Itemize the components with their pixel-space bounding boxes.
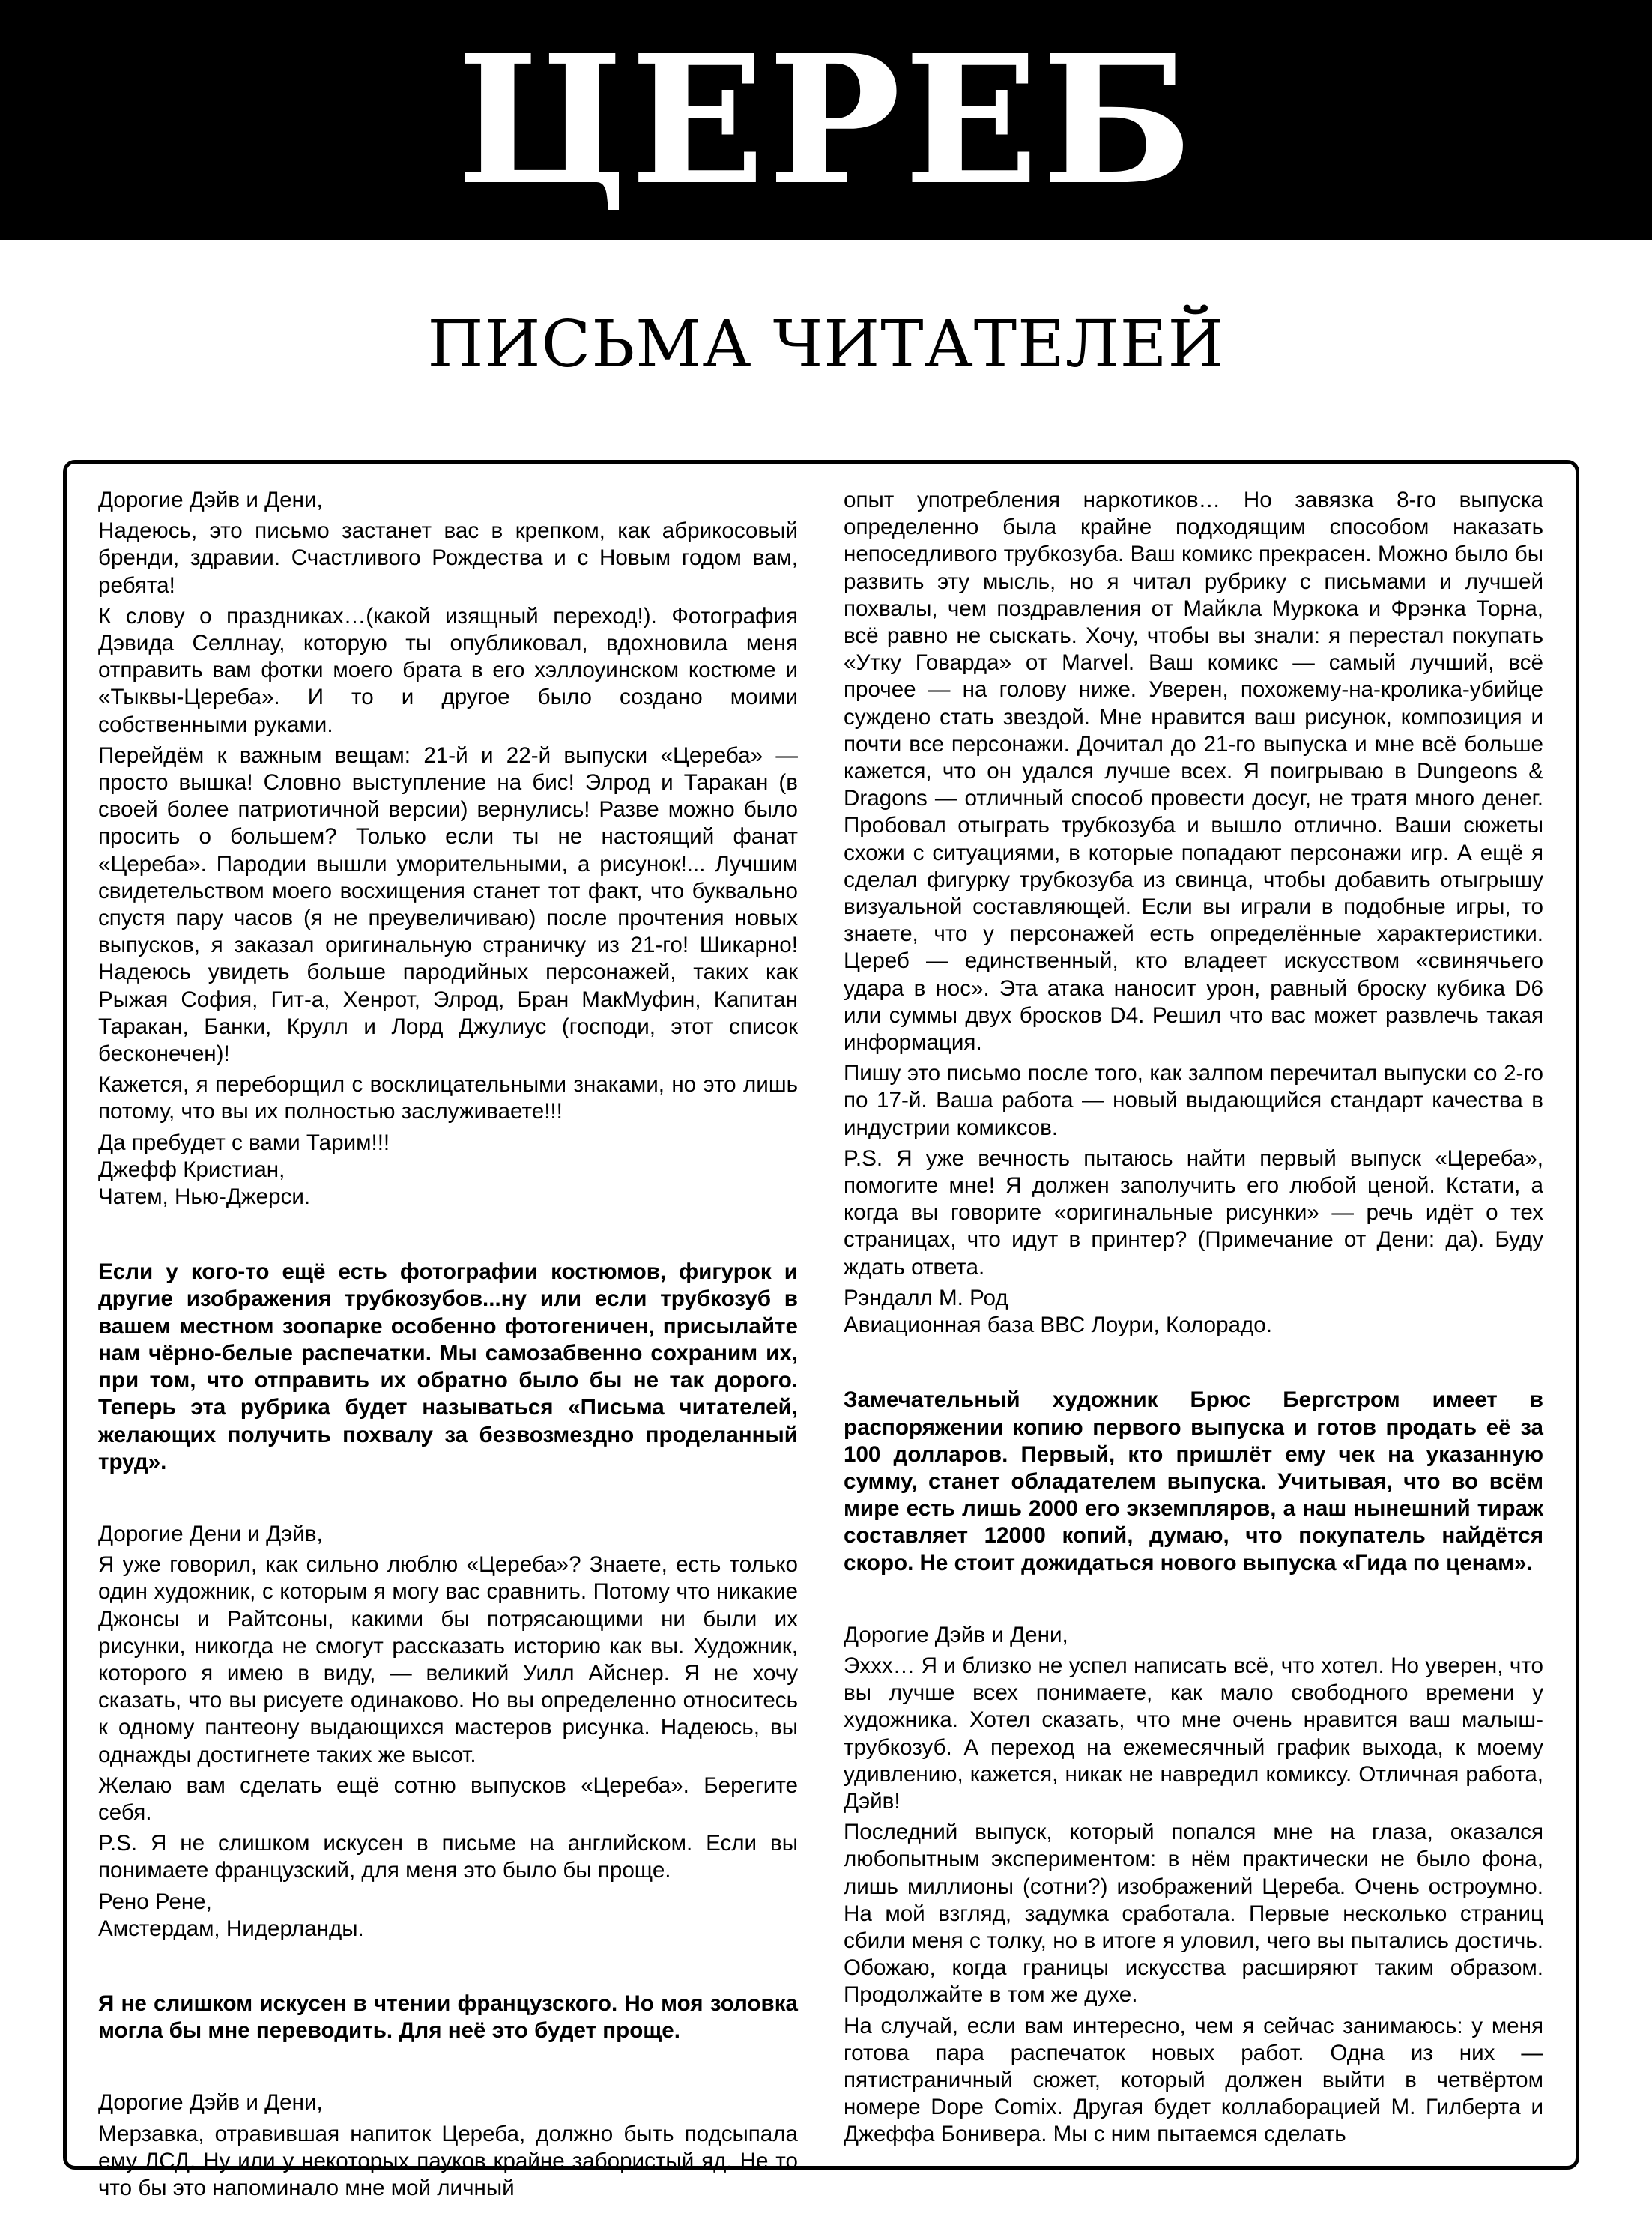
letter-paragraph: К слову о праздниках…(какой изящный переход!). Фотография Дэвида Селлнау, которую ты опубликовал, вдохновила меня отправить вам фотки моего брата в его хэллоуинском костюме и «Тыквы-Цереба». И то и другое было создано моими собственными руками. — [98, 603, 798, 737]
letter-greeting: Дорогие Дэйв и Дени, — [98, 488, 323, 512]
letter-paragraph: Кажется, я переборщил с восклицательными знаками, но это лишь потому, что вы их полностью заслуживаете!!! — [98, 1072, 798, 1124]
letter-paragraph: На случай, если вам интересно, чем я сейчас занимаюсь: у меня готова пара распечаток новых работ. Одна из них — пятистраничный сюжет, который должен выйти в четвёртом номере Dope Comix. Другая будет коллаборацией М. Гилберта и Джеффа Бонивера. Мы с ним пытаемся сделать — [844, 2013, 1543, 2147]
letter-paragraph: Надеюсь, это письмо застанет вас в крепком, как абрикосовый бренди, здравии. Счастливого Рождества и с Новым годом вам, ребята! — [98, 518, 798, 598]
letter-paragraph: P.S. Я уже вечность пытаюсь найти первый выпуск «Цереба», помогите мне! Я должен заполучить его любой ценой. Кстати, а когда вы говорите «оригинальные рисунки» — речь идёт о тех страницах, что идут в принтер? (Примечание от Дени: да). Буду ждать ответа. — [844, 1145, 1543, 1280]
letter-signature: Джефф Кристиан, — [98, 1157, 285, 1182]
letter-paragraph: Желаю вам сделать ещё сотню выпусков «Цереба». Берегите себя. — [98, 1773, 798, 1825]
letter-paragraph: опыт употребления наркотиков… Но завязка 8-го выпуска определенно была крайне подходящим способом наказать непоседливого трубкозуба. Ваш комикс прекрасен. Можно было бы развить эту мысль, но я читал рубрику с письмами и лучшей похвалы, чем поздравления от Майкла Муркока и Фрэнка Торна, всё равно не сыскать. Хочу, чтобы вы знали: я перестал покупать «Утку Говарда» от Marvel. Ваш комикс — самый лучший, всё прочее — на голову ниже. Уверен, похожему-на-кролика-убийце суждено стать звездой. Мне нравится ваш рисунок, композиция и почти все персонажи. Дочитал до 21-го выпуска и мне всё больше кажется, что он удался лучше всех. Я поигрываю в Dungeons & Dragons — отличный способ провести досуг, не тратя много денег. Пробовал отыграть трубкозуба и вышло отлично. Ваши сюжеты схожи с ситуациями, в которые попадают персонажи игр. А ещё я сделал фигурку трубкозуба из свинца, чтобы добавить отыгрышу визуальной составляющей. Если вы играли в подобные игры, то знаете, что у персонажей есть определённые характеристики. Цереб — единственный, кто владеет искусством «свинячьего удара в нос». Эта атака наносит урон, равный броску кубика D6 или суммы двух бросков D4. Решил что вас может развлечь такая информация. — [844, 488, 1543, 1056]
letter-paragraph: Я уже говорил, как сильно люблю «Цереба»? Знаете, есть только один художник, с которым я могу вас сравнить. Потому что никакие Джонсы и Райтсоны, какими бы потрясающими ни были их рисунки, никогда не смогут рассказать историю как вы. Художник, которого я имею в виду, — великий Уилл Айснер. Я не хочу сказать, что вы рисуете одинаково. Но вы определенно относитесь к одному пантеону выдающихся мастеров рисунка. Надеюсь, вы однажды достигнете таких же высот. — [98, 1552, 798, 1767]
letter-signature: Амстердам, Нидерланды. — [98, 1916, 364, 1941]
letter-signature: Чатем, Нью-Джерси. — [98, 1184, 311, 1210]
letter-greeting: Дорогие Дени и Дэйв, — [98, 1521, 323, 1546]
editor-reply: Я не слишком искусен в чтении французского. Но моя золовка могла бы мне переводить. Для неё это будет проще. — [98, 1991, 798, 2044]
editor-reply: Замечательный художник Брюс Бергстром имеет в распоряжении копию первого выпуска и готов продать её за 100 долларов. Первый, кто пришлёт ему чек на указанную сумму, станет обладателем выпуска. Учитывая, что во всём мире есть лишь 2000 его экземпляров, а наш нынешний тираж составляет 12000 копий, думаю, что покупатель найдётся скоро. Не стоит дожидаться нового выпуска «Гида по ценам». — [844, 1387, 1543, 1575]
page-title: ПИСЬМА ЧИТАТЕЛЕЙ — [427, 307, 1225, 382]
letter-paragraph: P.S. Я не слишком искусен в письме на английском. Если вы понимаете французский, для меня это было бы проще. — [98, 1831, 798, 1883]
letter-paragraph: Пишу это письмо после того, как залпом перечитал выпуски со 2-го по 17-й. Ваша работа — новый выдающийся стандарт качества в индустрии комиксов. — [844, 1061, 1543, 1140]
letter-greeting: Дорогие Дэйв и Дени, — [844, 1622, 1068, 1647]
right-column — [844, 487, 1543, 2150]
letter-signature: Да пребудет с вами Тарим!!! — [98, 1130, 390, 1155]
letter-greeting: Дорогие Дэйв и Дени, — [98, 2090, 323, 2116]
masthead-banner — [0, 0, 1652, 240]
letter-signature: Рено Рене, — [98, 1889, 212, 1914]
letter-paragraph: Последний выпуск, который попался мне на глаза, оказался любопытным экспериментом: в нём практически не было фона, лишь миллионы (сотни?) изображений Цереба. Очень остроумно. На мой взгляд, задумка сработала. Первые несколько страниц сбили меня с толку, но в итоге я уловил, чего вы пытались достичь. Обожаю, когда границы искусства расширяют таким образом. Продолжайте в том же духе. — [844, 1820, 1543, 2008]
letter-signature: Авиационная база ВВС Лоури, Колорадо. — [844, 1313, 1272, 1338]
letter-paragraph: Перейдём к важным вещам: 21-й и 22-й выпуски «Цереба» — просто вышка! Словно выступление на бис! Элрод и Таракан (в своей более патриотичной версии) вернулись! Разве можно было просить о большем? Только если ты не настоящий фанат «Цереба». Пародии вышли уморительными, а рисунок!... Лучшим свидетельством моего восхищения станет тот факт, что буквально спустя пару часов (я не преувеличиваю) после прочтения новых выпусков, я заказал оригинальную страничку из 21-го! Шикарно! Надеюсь увидеть больше пародийных персонажей, таких как Рыжая София, Гит-а, Хенрот, Элрод, Бран МакМуфин, Капитан Таракан, Банки, Крулл и Лорд Джулиус (господи, этот список бесконечен)! — [98, 742, 798, 1067]
left-column — [98, 487, 798, 2200]
letter-paragraph: Эххх… Я и близко не успел написать всё, что хотел. Но уверен, что вы лучше всех понимаете, как мало свободного времени у художника. Хотел сказать, что мне очень нравится ваш малыш-трубкозуб. А переход на ежемесячный график выхода, к моему удивлению, кажется, никак не навредил комиксу. Отличная работа, Дэйв! — [844, 1653, 1543, 1814]
logo: ЦЕРЕБ — [456, 16, 1196, 224]
letter-signature: Рэндалл М. Род — [844, 1285, 1008, 1310]
letter-paragraph: Мерзавка, отравившая напиток Цереба, должно быть подсыпала ему ЛСД. Ну или у некоторых пауков крайне забористый яд. Не то что бы это напоминало мне мой личный — [98, 2121, 798, 2200]
editor-reply: Если у кого-то ещё есть фотографии костюмов, фигурок и другие изображения трубкозубов...ну или если трубкозуб в вашем местном зоопарке особенно фотогеничен, присылайте нам чёрно-белые распечатки. Мы самозабвенно сохраним их, при том, что отправить их обратно было бы не так дорого. Теперь эта рубрика будет называться «Письма читателей, желающих получить похвалу за безвозмездно проделанный труд». — [98, 1259, 798, 1474]
